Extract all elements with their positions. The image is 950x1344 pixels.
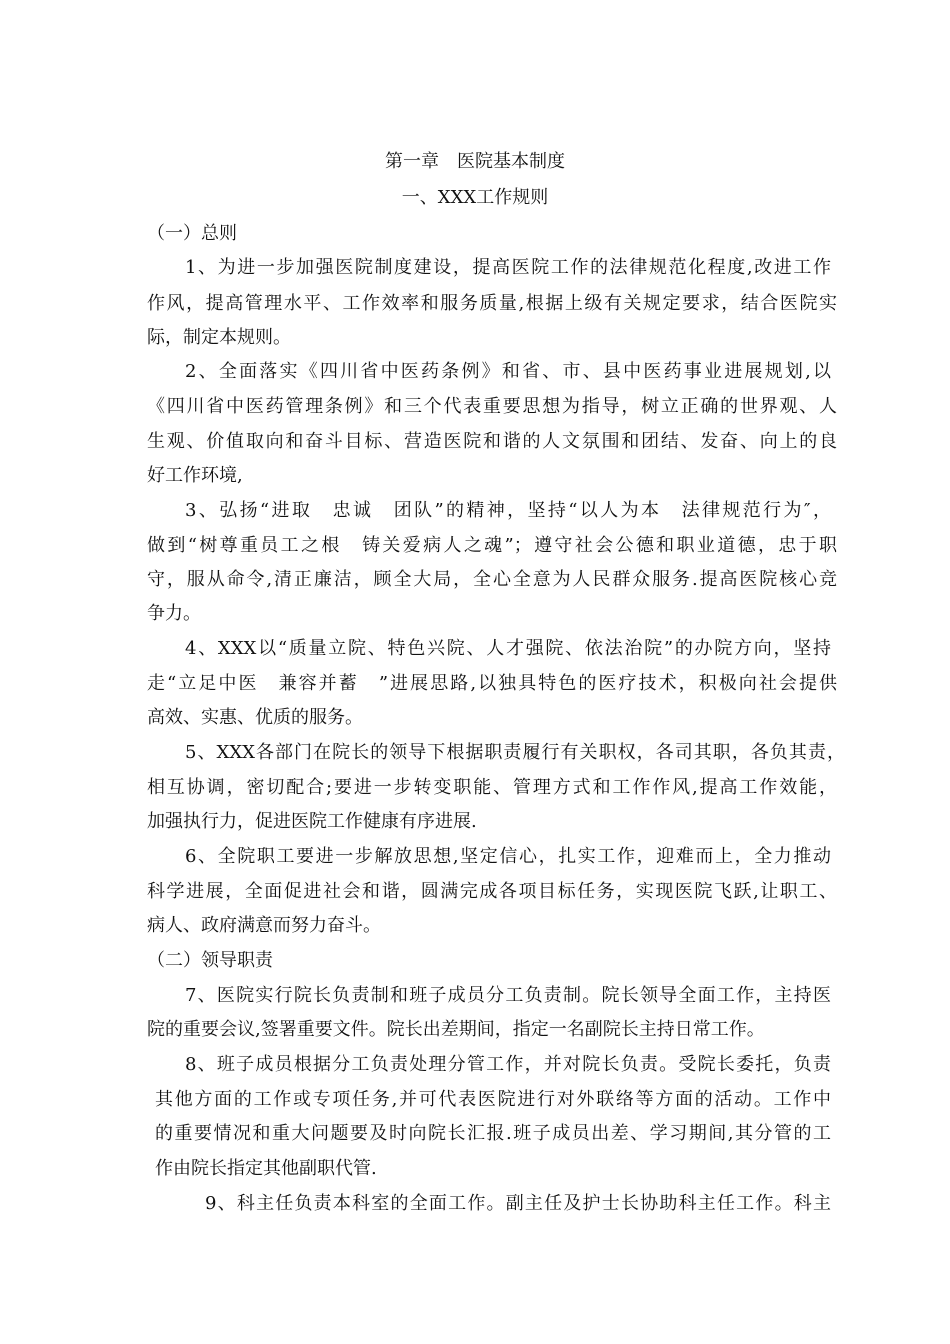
chapter-title: 第一章 医院基本制度 [385,151,565,172]
subsection-heading: （一）总则 [147,223,237,244]
paragraph-line: 院的重要会议,签署重要文件。院长出差期间，指定一名副院长主持日常工作。 [147,1019,765,1040]
paragraph-line: 7、医院实行院长负责制和班子成员分工负责制。院长领导全面工作，主持医 [185,985,831,1006]
paragraph-line: 9、科主任负责本科室的全面工作。副主任及护士长协助科主任工作。科主 [205,1193,831,1214]
paragraph-line: 的重要情况和重大问题要及时向院长汇报.班子成员出差、学习期间,其分管的工 [155,1123,831,1144]
section-title: 一、XXX工作规则 [401,187,549,208]
paragraph-line: 好工作环境, [147,465,243,486]
paragraph-line: 5、XXX各部门在院长的领导下根据职责履行有关职权，各司其职，各负其责， [185,742,845,763]
paragraph-line: 其他方面的工作或专项任务,并可代表医院进行对外联络等方面的活动。工作中 [155,1089,831,1110]
paragraph-line: 科学进展，全面促进社会和谐，圆满完成各项目标任务，实现医院飞跃,让职工、 [147,881,837,902]
paragraph-line: 作由院长指定其他副职代管. [155,1158,377,1179]
paragraph-line: 相互协调，密切配合;要进一步转变职能、管理方式和工作作风,提高工作效能， [147,777,837,798]
paragraph-line: 高效、实惠、优质的服务。 [147,707,363,728]
subsection-heading: （二）领导职责 [147,950,273,971]
paragraph-line: 生观、价值取向和奋斗目标、营造医院和谐的人文氛围和团结、发奋、向上的良 [147,431,837,452]
paragraph-line: 做到“树尊重员工之根 铸关爱病人之魂”；遵守社会公德和职业道德，忠于职 [147,535,837,556]
paragraph-line: 守，服从命令,清正廉洁，顾全大局，全心全意为人民群众服务.提高医院核心竞 [147,569,837,590]
paragraph-line: 作风，提高管理水平、工作效率和服务质量,根据上级有关规定要求，结合医院实 [147,293,837,314]
paragraph-line: 4、XXX以“质量立院、特色兴院、人才强院、依法治院”的办院方向，坚持 [185,638,831,659]
paragraph-line: 2、全面落实《四川省中医药条例》和省、市、县中医药事业进展规划,以 [185,361,831,382]
paragraph-line: 争力。 [147,603,201,624]
paragraph-line: 8、班子成员根据分工负责处理分管工作，并对院长负责。受院长委托，负责 [185,1054,831,1075]
paragraph-line: 加强执行力，促进医院工作健康有序进展. [147,811,477,832]
paragraph-line: 走“立足中医 兼容并蓄 ”进展思路,以独具特色的医疗技术，积极向社会提供 [147,673,837,694]
paragraph-line: 6、全院职工要进一步解放思想,坚定信心，扎实工作，迎难而上，全力推动 [185,846,831,867]
paragraph-line: 际，制定本规则。 [147,327,291,348]
paragraph-line: 3、弘扬“进取 忠诚 团队”的精神，坚持“以人为本 法律规范行为″， [185,500,831,521]
paragraph-line: 病人、政府满意而努力奋斗。 [147,915,381,936]
paragraph-line: 1、为进一步加强医院制度建设，提高医院工作的法律规范化程度,改进工作 [185,257,831,278]
paragraph-line: 《四川省中医药管理条例》和三个代表重要思想为指导，树立正确的世界观、人 [147,396,837,417]
